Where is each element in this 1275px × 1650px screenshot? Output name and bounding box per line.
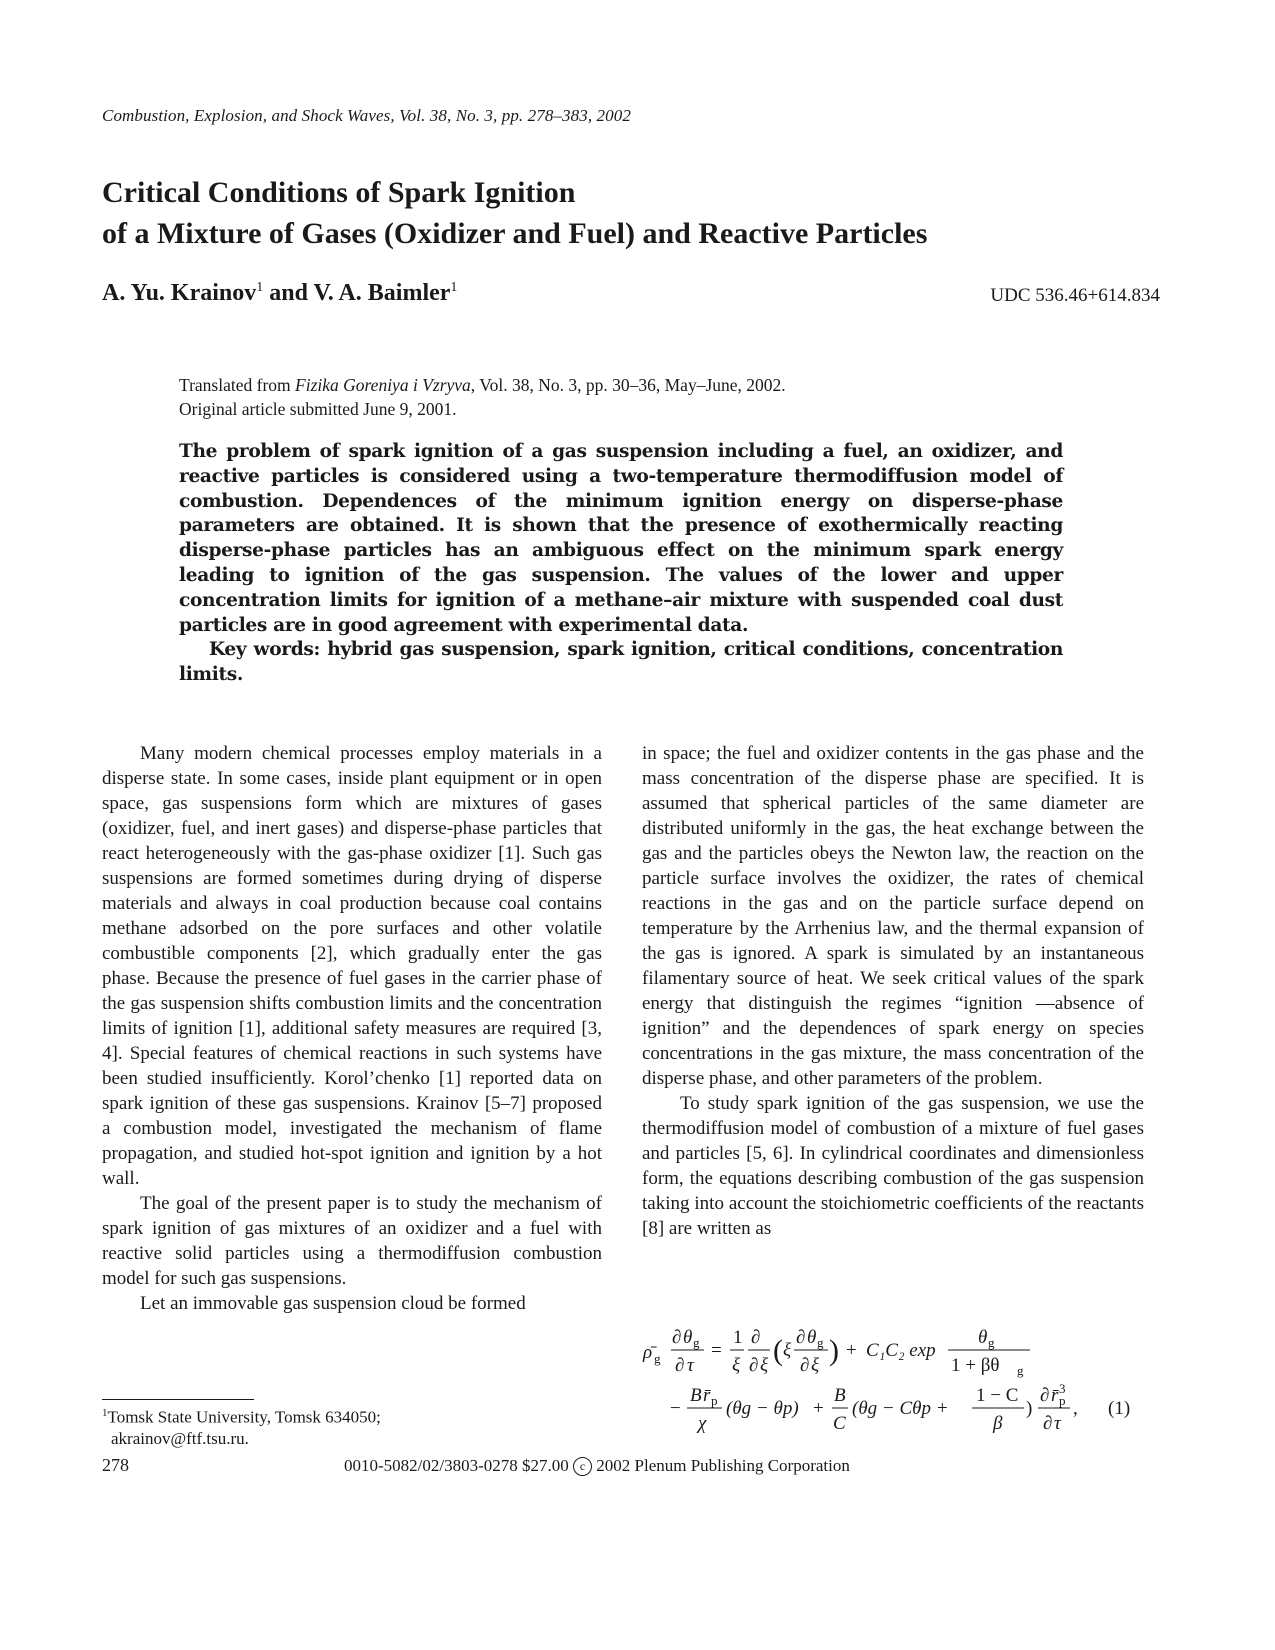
eq-symbol: ∂ — [1043, 1413, 1053, 1434]
eq-symbol: r̄ — [1051, 1385, 1059, 1406]
paragraph: The goal of the present paper is to study the mechanism of spark ignition of gas mixtures of an oxidizer and a fuel with reactive solid particles using a thermodiffusion combustion model for such gas suspensions. — [102, 1193, 602, 1289]
keywords: Key words: hybrid gas suspension, spark ignition, critical conditions, concentration limits. — [179, 639, 1063, 686]
title-line-2: of a Mixture of Gases (Oxidizer and Fuel) and Reactive Particles — [102, 217, 928, 250]
eq-symbol: θ — [978, 1327, 988, 1348]
eq-symbol: C — [833, 1413, 846, 1434]
equation-number: (1) — [1108, 1398, 1131, 1419]
equation-line-2 — [670, 1381, 1130, 1434]
body-column-left — [102, 741, 602, 1316]
affiliation-mark: 1 — [256, 280, 264, 295]
author-name: V. A. Baimler — [313, 280, 451, 306]
eq-superscript: 3 — [1059, 1381, 1066, 1396]
eq-symbol: ∂ — [675, 1355, 685, 1376]
author-name: A. Yu. Krainov — [102, 280, 257, 306]
footnote-affiliation: Tomsk State University, Tomsk 634050; — [107, 1407, 381, 1427]
eq-symbol: ∂ — [800, 1355, 810, 1376]
footnote-mark: 1 — [102, 1407, 108, 1419]
translation-note — [179, 373, 786, 421]
eq-subscript: g — [693, 1335, 700, 1350]
eq-symbol: ρ̄ — [643, 1342, 653, 1363]
eq-symbol: , — [1073, 1398, 1078, 1419]
eq-subscript: g — [1017, 1363, 1024, 1378]
eq-symbol: ) — [1026, 1398, 1033, 1419]
eq-symbol: C₁C₂ exp — [866, 1340, 936, 1361]
equation-line-1 — [642, 1327, 1030, 1378]
translation-prefix: Translated from — [179, 375, 296, 395]
eq-symbol: β — [993, 1413, 1003, 1434]
eq-symbol: τ — [1054, 1413, 1061, 1434]
eq-symbol: τ — [687, 1355, 694, 1376]
paragraph: in space; the fuel and oxidizer contents in the gas phase and the mass concentration of the disperse phase are specified. It is assumed that spherical particles of the same diameter are distributed uniformly in the gas, the heat exchange between the gas and the particles obeys the Newton law, the reaction on the particle surface involves the oxidizer, the rates of chemical reactions in the gas and on the particle surface depend on temperature by the Arrhenius law, and the thermal expansion of the gas is ignored. A spark is simulated by an instantaneous filamentary source of heat. We seek critical values of the spark energy that distinguish the regimes “ignition —absence of ignition” and the dependences of spark energy on species concentrations in the gas mixture, the mass concentration of the disperse phase, and other parameters of the problem. — [642, 743, 1144, 1089]
eq-symbol: ∂ — [749, 1355, 759, 1376]
eq-symbol: ∂ — [672, 1327, 682, 1348]
paper-title — [102, 172, 1182, 254]
paragraph: Many modern chemical processes employ materials in a disperse state. In some cases, inside plant equipment or in open space, gas suspensions form which are mixtures of gases (oxidizer, fuel, and inert gases) and disperse-phase particles that react heterogeneously with the gas-phase oxidizer [1]. Such gas suspensions are formed sometimes during drying of disperse materials and always in coal production because coal contains methane adsorbed on the pore surfaces and other volatile combustible components [2], which gradually enter the gas phase. Because the presence of fuel gases in the carrier phase of the gas suspension shifts combustion limits and the concentration limits of ignition [1], additional safety measures are required [3, 4]. Special features of chemical reactions in such systems have been studied insufficiently. Korol’chenko [1] reported data on spark ignition of these gas suspensions. Krainov [5–7] proposed a combustion model, investigated the mechanism of flame propagation, and studied hot-spot ignition and ignition by a hot wall. — [102, 743, 602, 1189]
abstract — [179, 440, 1063, 688]
author-conjunction: and — [263, 280, 314, 306]
eq-symbol: χ — [698, 1413, 707, 1434]
copyright-code: 0010-5082/02/3803-0278 $27.00 — [344, 1456, 569, 1475]
eq-subscript: p — [1059, 1393, 1066, 1408]
eq-subscript: g — [988, 1335, 995, 1350]
udc-code: UDC 536.46+614.834 — [990, 285, 1160, 306]
eq-symbol: (θg − θp) — [726, 1398, 799, 1419]
eq-symbol: + — [813, 1398, 824, 1419]
footnote — [102, 1403, 381, 1449]
eq-symbol: 1 + βθ — [951, 1355, 1000, 1376]
paragraph: Let an immovable gas suspension cloud be formed — [140, 1293, 526, 1314]
journal-citation: Combustion, Explosion, and Shock Waves, Vol. 38, No. 3, pp. 278–383, 2002 — [102, 106, 631, 125]
eq-symbol: ξ — [783, 1340, 792, 1361]
eq-symbol: θ — [807, 1327, 817, 1348]
eq-paren: ) — [829, 1334, 839, 1367]
eq-subscript: p — [711, 1393, 718, 1408]
submission-date: Original article submitted June 9, 2001. — [179, 399, 457, 419]
eq-symbol: ξ — [732, 1355, 741, 1376]
eq-symbol: ξ — [760, 1355, 769, 1376]
eq-symbol: r̄ — [703, 1385, 711, 1406]
affiliation-mark: 1 — [450, 280, 458, 295]
translation-suffix: , Vol. 38, No. 3, pp. 30–36, May–June, 2002. — [470, 375, 786, 395]
eq-symbol: B — [690, 1385, 702, 1406]
copyright-line — [344, 1456, 850, 1476]
body-column-right — [642, 741, 1144, 1241]
eq-symbol: θ — [683, 1327, 693, 1348]
footnote-email: akrainov@ftf.tsu.ru. — [111, 1428, 249, 1448]
eq-symbol: ∂ — [796, 1327, 806, 1348]
title-line-1: Critical Conditions of Spark Ignition — [102, 176, 576, 209]
copyright-icon: c — [573, 1457, 592, 1476]
eq-symbol: = — [711, 1340, 722, 1361]
eq-subscript: g — [817, 1335, 824, 1350]
author-list — [102, 280, 457, 307]
copyright-holder: 2002 Plenum Publishing Corporation — [596, 1456, 850, 1475]
eq-symbol: (θg − Cθp + — [852, 1398, 949, 1419]
eq-subscript: g — [654, 1351, 661, 1366]
source-journal: Fizika Goreniya i Vzryva — [295, 375, 471, 395]
equation-1 — [642, 1318, 1144, 1438]
eq-symbol: ∂ — [1040, 1385, 1050, 1406]
page-number: 278 — [102, 1455, 129, 1475]
eq-paren: ( — [773, 1334, 783, 1367]
eq-symbol: ξ — [811, 1355, 820, 1376]
eq-symbol: 1 − C — [976, 1385, 1019, 1406]
eq-symbol: + — [846, 1340, 857, 1361]
paragraph: To study spark ignition of the gas suspension, we use the thermodiffusion model of combustion of a mixture of fuel gases and particles [5, 6]. In cylindrical coordinates and dimensionless form, the equations describing combustion of the gas suspension taking into account the stoichiometric coefficients of the reactants [8] are written as — [642, 1093, 1144, 1239]
eq-symbol: 1 — [733, 1327, 743, 1348]
eq-symbol: B — [834, 1385, 846, 1406]
eq-symbol: ∂ — [751, 1327, 761, 1348]
eq-symbol: − — [670, 1398, 681, 1419]
abstract-text: The problem of spark ignition of a gas suspension including a fuel, an oxidizer, and reactive particles is considered using a two-temperature thermodiffusion model of combustion. Dependences of the minimum ignition energy on disperse-phase parameters are obtained. It is shown that the presence of exothermically reacting disperse-phase particles has an ambiguous effect on the minimum spark energy leading to ignition of the gas suspension. The values of the lower and upper concentration limits for ignition of a methane–air mixture with suspended coal dust particles are in good agreement with experimental data. — [179, 441, 1063, 636]
footnote-divider — [102, 1399, 254, 1400]
